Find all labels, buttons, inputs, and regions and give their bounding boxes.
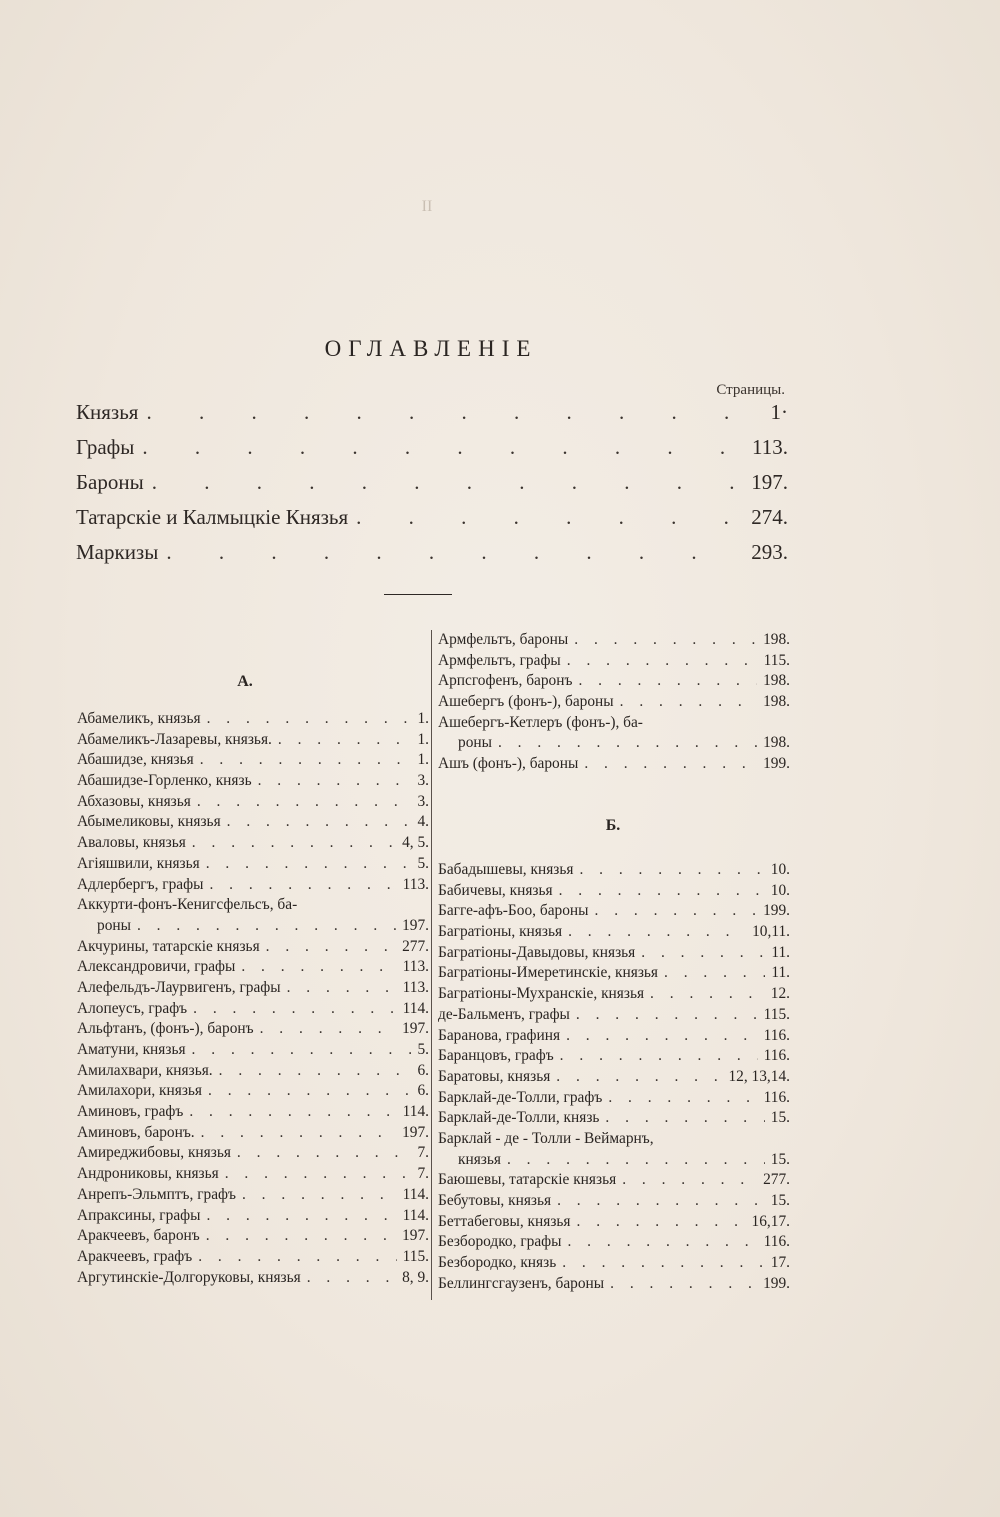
index-entry [77,1247,429,1268]
section-letter-a: А. [237,673,253,690]
dot-leader [567,1232,757,1253]
entry-page: 17. [770,1254,790,1272]
dot-leader [146,400,762,425]
index-entry [77,1143,429,1164]
entry-name: Абамеликъ, князья [77,710,201,727]
entry-page: 10. [770,881,790,899]
index-entry [438,1088,790,1109]
index-entry [438,984,790,1005]
index-entry [438,943,790,964]
dot-leader [258,771,412,792]
entry-name: Абамеликъ-Лазаревы, князья. [77,730,272,748]
entry-name: Арпсгофенъ, баронъ [438,672,573,690]
entry-name: Беттабеговы, князья [438,1212,571,1230]
dot-leader [193,999,397,1020]
entry-page: 113. [402,875,429,893]
entry-name: Абашидзе, князья [77,751,194,769]
entry-name: Баранова, графиня [438,1026,561,1044]
index-entry [77,875,429,896]
index-entry [438,671,790,692]
dot-leader [562,1253,765,1274]
entry-page: 12. [770,985,790,1003]
dot-leader [595,901,758,922]
entry-page: 198. [763,693,790,711]
entry-page: 116. [763,1088,790,1106]
index-entry [77,1019,429,1040]
entry-page: 277. [763,1171,790,1189]
entry-name: Безбородко, графы [438,1233,562,1251]
dot-leader [568,922,746,943]
entry-page: 7. [417,1165,429,1183]
dot-leader [225,1164,412,1185]
index-entry [438,1129,790,1150]
dot-leader [650,984,765,1005]
dot-leader [208,1081,411,1102]
dot-leader [559,881,765,902]
dot-leader [241,957,396,978]
dot-leader [201,1123,396,1144]
dot-leader [567,651,758,672]
entry-page: 6. [417,1082,429,1100]
entry-name: Багратіоны-Давыдовы, князья [438,943,636,961]
index-entry [77,1040,429,1061]
page-number: II [421,198,433,215]
entry-name: Аваловы, князья [77,834,186,852]
dot-leader [278,730,412,751]
entry-page: 197. [402,1020,429,1038]
dot-leader [206,1206,396,1227]
pages-column-header: Страницы. [716,382,785,398]
entry-name: роны [97,916,131,934]
index-entry [438,651,790,672]
entry-name: Багратіоны-Имеретинскіе, князья [438,964,659,982]
entry-page: 199. [763,755,790,773]
entry-page: 15. [770,1192,790,1209]
entry-page: 11. [771,943,790,961]
entry-page: 115. [763,651,790,669]
entry-name: Багратіоны, князья [438,923,563,941]
entry-page: 199. [763,1274,790,1292]
index-entry [77,730,429,751]
entry-name: де-Бальменъ, графы [438,1005,570,1023]
toc-label: Графы [76,435,135,459]
entry-page: 113. [402,958,429,976]
index-entry [438,1108,790,1129]
index-entry [438,1067,790,1088]
index-entry [77,1206,429,1227]
entry-name: Альфтанъ, (фонъ-), баронъ [77,1020,254,1038]
entry-page: 3. [417,792,429,810]
toc-page: 1· [770,400,788,424]
entry-page: 12, 13,14. [728,1067,790,1085]
dot-leader [227,812,412,833]
entry-page: 277. [402,937,429,955]
entry-name: Ашебергъ-Кетлеръ (фонъ-), ба- [438,713,643,731]
dot-leader [620,692,757,713]
dot-leader [576,1005,758,1026]
index-entry [438,881,790,902]
dot-leader [356,505,743,530]
dot-leader [622,1170,757,1191]
entry-page: 5. [417,854,429,872]
entry-name: Барклай - де - Толли - Веймарнъ, [438,1129,654,1147]
entry-page: 1. [417,751,429,769]
entry-page: 15. [770,1109,790,1127]
entry-name: Барклай-де-Толли, графъ [438,1088,603,1106]
dot-leader [574,630,757,651]
index-entry [438,901,790,922]
index-column-a-continued [438,630,790,775]
index-entry [77,1226,429,1247]
entry-page: 197. [402,916,429,934]
table-of-contents [76,400,788,575]
index-entry [77,1123,429,1144]
toc-page: 293. [751,540,788,564]
dot-leader [206,854,412,875]
toc-row [76,470,788,505]
entry-name: Аккурти-фонъ-Кенигсфельсъ, ба- [77,896,298,914]
column-divider [431,630,432,1300]
entry-name: Бабадышевы, князья [438,861,574,878]
entry-page: 198. [763,734,790,752]
entry-name: Александровичи, графы [77,958,236,976]
dot-leader [200,750,412,771]
index-entry [77,812,429,833]
entry-page: 114. [402,1185,429,1203]
index-entry [438,1253,790,1274]
dot-leader [578,671,757,692]
entry-name: Аминовъ, графъ [77,1103,184,1121]
entry-page: 114. [402,1206,429,1224]
dot-leader [507,1150,765,1171]
index-entry [77,1081,429,1102]
toc-row [76,505,788,540]
entry-name: Бебутовы, князья [438,1192,552,1209]
index-entry [438,733,790,754]
dot-leader [242,1185,397,1206]
dot-leader [237,1143,412,1164]
index-entry [77,937,429,958]
entry-page: 116. [763,1026,790,1044]
entry-page: 3. [417,772,429,790]
entry-name: Безбородко, князь [438,1254,557,1272]
entry-page: 10. [770,861,790,878]
dot-leader [287,978,397,999]
entry-name: князья [458,1150,501,1168]
index-entry [77,978,429,999]
entry-page: 115. [402,1247,429,1265]
entry-name: Амиреджибовы, князья [77,1144,231,1162]
index-entry [438,1274,790,1295]
entry-name: Абхазовы, князья [77,792,191,810]
entry-name: Бабичевы, князья [438,881,553,899]
entry-name: Баюшевы, татарскіе князья [438,1171,617,1189]
index-entry [438,922,790,943]
index-entry [77,999,429,1020]
toc-row [76,400,788,435]
entry-name: Ашъ (фонъ-), бароны [438,755,579,773]
toc-page: 113. [752,435,788,459]
dot-leader [219,1061,412,1082]
entry-page: 114. [402,1103,429,1121]
dot-leader [307,1268,396,1289]
entry-page: 4. [417,813,429,831]
entry-page: 197. [402,1227,429,1245]
index-entry [438,1212,790,1233]
index-entry [438,1046,790,1067]
entry-page: 116. [763,1233,790,1251]
index-column-a [77,709,429,1288]
entry-name: Барклай-де-Толли, князь [438,1109,600,1127]
entry-name: Абашидзе-Горленко, князь [77,772,252,790]
dot-leader [192,1040,412,1061]
entry-name: Аминовъ, баронъ. [77,1123,195,1141]
entry-page: 10,11. [752,923,790,941]
entry-page: 116. [763,1047,790,1065]
entry-name: Амилахори, князья [77,1082,203,1100]
index-entry [77,1185,429,1206]
index-entry [77,916,429,937]
entry-name: Абымеликовы, князья [77,813,221,831]
entry-name: Андрониковы, князья [77,1165,219,1183]
dot-leader [584,754,757,775]
entry-page: 114. [402,999,429,1017]
entry-name: Армфельтъ, графы [438,651,561,669]
index-entry [77,1061,429,1082]
dot-leader [152,470,744,495]
entry-page: 115. [763,1005,790,1023]
index-entry [77,1102,429,1123]
toc-page: 197. [751,470,788,494]
entry-name: Багратіоны-Мухранскіе, князья [438,985,645,1003]
toc-page: 274. [751,505,788,529]
dot-leader [579,860,764,881]
entry-name: Аракчеевъ, баронъ [77,1227,200,1245]
dot-leader [577,1212,746,1233]
index-entry [438,1005,790,1026]
dot-leader [608,1088,757,1109]
index-entry [77,709,429,730]
dot-leader [641,943,765,964]
toc-label: Бароны [76,470,144,494]
entry-name: Баратовы, князья [438,1067,551,1085]
index-entry [438,963,790,984]
entry-page: 5. [417,1041,429,1058]
dot-leader [207,709,412,730]
dot-leader [209,875,396,896]
index-entry [77,1268,429,1289]
dot-leader [260,1019,396,1040]
dot-leader [610,1274,757,1295]
dot-leader [166,540,743,565]
entry-page: 197. [402,1123,429,1141]
entry-page: 1. [417,730,429,748]
index-entry [77,1164,429,1185]
toc-row [76,435,788,470]
index-entry [438,630,790,651]
toc-label: Князья [76,400,139,424]
entry-name: Аракчеевъ, графъ [77,1247,193,1265]
entry-name: Апраксины, графы [77,1206,201,1224]
entry-name: Аматуни, князья [77,1041,186,1058]
index-entry [77,792,429,813]
dot-leader [206,1226,396,1247]
index-column-b [438,860,790,1294]
dot-leader [498,733,757,754]
entry-name: Ашебергъ (фонъ-), бароны [438,693,614,711]
entry-name: Амилахвари, князья. [77,1061,213,1079]
entry-name: Адлербергъ, графы [77,875,204,893]
section-divider-rule [384,594,452,595]
entry-page: 113. [402,978,429,996]
index-entry [438,1026,790,1047]
entry-name: Агіяшвили, князья [77,854,200,872]
entry-name: Алефельдъ-Лаурвигенъ, графы [77,978,281,996]
entry-page: 4, 5. [402,834,429,852]
entry-page: 198. [763,672,790,690]
dot-leader [137,916,396,937]
index-entry [77,771,429,792]
entry-page: 198. [763,631,790,648]
toc-label: Татарскіе и Калмыцкіе Князья [76,505,349,529]
index-entry [77,750,429,771]
entry-name: роны [458,734,492,752]
dot-leader [664,963,765,984]
dot-leader [605,1108,764,1129]
toc-label: Маркизы [76,540,159,564]
index-entry [438,1232,790,1253]
toc-row [76,540,788,575]
entry-page: 199. [763,902,790,920]
dot-leader [192,833,396,854]
dot-leader [557,1191,765,1212]
dot-leader [560,1046,758,1067]
index-entry [438,692,790,713]
entry-name: Армфельтъ, бароны [438,631,569,648]
index-entry [438,754,790,775]
entry-page: 7. [417,1144,429,1162]
index-entry [77,957,429,978]
dot-leader [266,937,396,958]
dot-leader [556,1067,722,1088]
entry-name: Беллингсгаузенъ, бароны [438,1274,605,1292]
index-entry [438,1170,790,1191]
dot-leader [566,1026,758,1047]
entry-page: 8, 9. [402,1268,429,1286]
dot-leader [198,1247,396,1268]
dot-leader [189,1102,396,1123]
entry-page: 16,17. [751,1212,790,1230]
entry-page: 1. [417,710,429,727]
dot-leader [197,792,412,813]
entry-name: Акчурины, татарскіе князья [77,937,260,955]
index-entry [77,854,429,875]
entry-page: 6. [417,1061,429,1079]
index-entry [438,1191,790,1212]
index-entry [438,1150,790,1171]
entry-name: Баранцовъ, графъ [438,1047,554,1065]
dot-leader [142,435,744,460]
index-entry [438,713,790,734]
index-entry [438,860,790,881]
entry-page: 11. [771,964,790,982]
index-entry [77,895,429,916]
section-letter-b: Б. [605,817,621,834]
index-entry [77,833,429,854]
entry-name: Багге-афъ-Боо, бароны [438,902,589,920]
entry-name: Алопеусъ, графъ [77,999,188,1017]
entry-name: Анрепъ-Эльмптъ, графъ [77,1185,236,1203]
entry-page: 15. [770,1150,790,1168]
page-title: ОГЛАВЛЕНІЕ [324,336,538,361]
entry-name: Аргутинскіе-Долгоруковы, князья [77,1268,301,1286]
